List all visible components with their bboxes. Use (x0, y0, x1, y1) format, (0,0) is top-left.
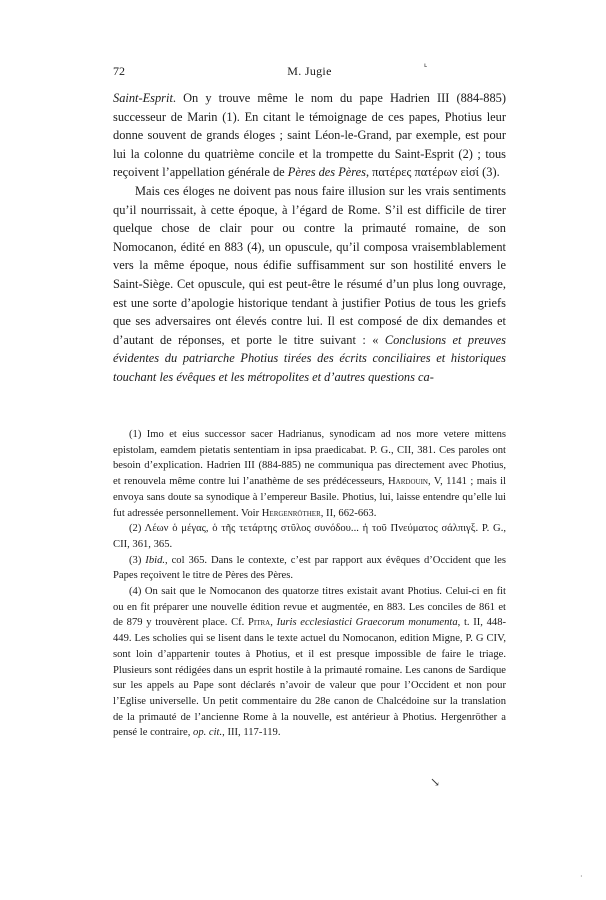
footnote-1: (1) Imo et eius successor sacer Hadrianus, synodicam ad nos more vetere mittens epistolam, eamdem pietatis sententiam in ipsa praedicabat. P. G., CII, 381. Ces paroles ont besoin d’explication. Hadrien III (884-885) ne communiqua pas directement avec Photius, et renouvela même contre lui l’anathème de ses prédécesseurs, Hardouin, V, 1141 ; mais il envoya sans doute sa synodique à l’empereur Basile. Photius, lui, laisse entendre qu’elle lui fut adressée personnellement. Voir Hergenröther, II, 662-663. (113, 429, 506, 519)
footnote-ref: 2 (462, 146, 469, 161)
italic-title: Iuris ecclesiastici Graecorum monumenta (276, 617, 458, 629)
footnote-2: (2) Λέων ὁ μέγας, ὁ τῆς τετάρτης στῦλος συνόδου... ἡ τοῦ Πνεύματος σάλπιγξ. P. G., CII, 361, 365. (113, 523, 506, 550)
author-name: Pitra (248, 617, 271, 629)
page-header (113, 64, 506, 82)
footnote-3: (3) Ibid., col 365. Dans le contexte, c’est par rapport aux évêques d’Occident que les Papes reçoivent le titre de Pères des Pères. (113, 554, 506, 582)
italic-title: Conclusions et preuves évidentes du patriarche Photius tirées des écrits conciliaires et historiques touchant les évêques et les métropolites et d’autres questions ca- (113, 332, 507, 384)
running-head: M. Jugie (287, 64, 332, 78)
footnotes (113, 427, 506, 741)
footnote-ref: 1 (226, 109, 233, 124)
paragraph: Saint-Esprit. On y trouve même le nom du pape Hadrien III (884-885) successeur de Marin (1). En citant le témoignage de ces papes, Photius leur donne souvent de grands éloges ; saint Léon-le-Grand, par exemple, est pour lui la colonne du quatrième concile et la trompette du Saint-Esprit (2) ; tous reçoivent l’appellation générale de Pères des Pères, πατέρες πατέρων εἰσί (3). (113, 91, 506, 180)
ink-mark: ↘ (430, 775, 441, 789)
italic-text: Saint-Esprit (113, 91, 173, 105)
main-text (113, 89, 506, 387)
ink-mark: ᒻ (424, 62, 428, 72)
author-name: Hardouin (388, 476, 428, 488)
italic-text: op. cit. (193, 727, 223, 739)
ink-mark: · (580, 872, 583, 881)
page-number: 72 (113, 64, 125, 78)
italic-text: Pères des Pères (287, 165, 366, 180)
footnote-4: (4) On sait que le Nomocanon des quatorze titres existait avant Photius. Celui-ci en fit ou en fit préparer une nouvelle édition revue et augmentée, en 883. Les conciles de 861 et de 879 y trouvèrent place. Cf. Pitra, Iuris ecclesiastici Graecorum monumenta, t. II, 448-449. Les scholies qui se lisent dans le texte actuel du Nomocanon, edition Migne, P. G CIV, sont loin d’appartenir toutes à Photius, et il est presque impossible de faire le triage. Plusieurs sont rédigées dans un esprit hostile à la primauté romaine. Les canons de Sardique sur les appels au Pape sont déclarés n’avoir de valeur que pour l’Occident et non pour l’Eglise universelle. Un petit commentaire du 28e canon de Chalcédoine sur la translation de la primauté de l’ancienne Rome à la nouvelle, est antérieur à Photius. Hergenröther a pensé le contraire, op. cit., III, 117-119. (113, 586, 507, 739)
author-name: Hergenröther (261, 507, 321, 519)
paragraph: Mais ces éloges ne doivent pas nous faire illusion sur les vrais sentiments qu’il nourrissait, à cette époque, à l’égard de Rome. S’il est difficile de tirer quelque chose de clair pour ou contre la primauté romaine, de son Nomocanon, édité en 883 (4), un opuscule, qu’il composa vraisemblablement vers la même époque, nous édifie suffisamment sur son hostilité envers le Saint-Siège. Cet opuscule, qui est peut-être le résumé d’un plus long ouvrage, est une sorte d’apologie historique tendant à justifier Potius de tous les griefs que ses adversaires ont élevés contre lui. Il est composé de dix demandes et d’autant de réponses, et porte le titre suivant : « Conclusions et preuves évidentes du patriarche Photius tirées des écrits conciliaires et historiques touchant les évêques et les métropolites et d’autres questions ca- (113, 183, 507, 384)
